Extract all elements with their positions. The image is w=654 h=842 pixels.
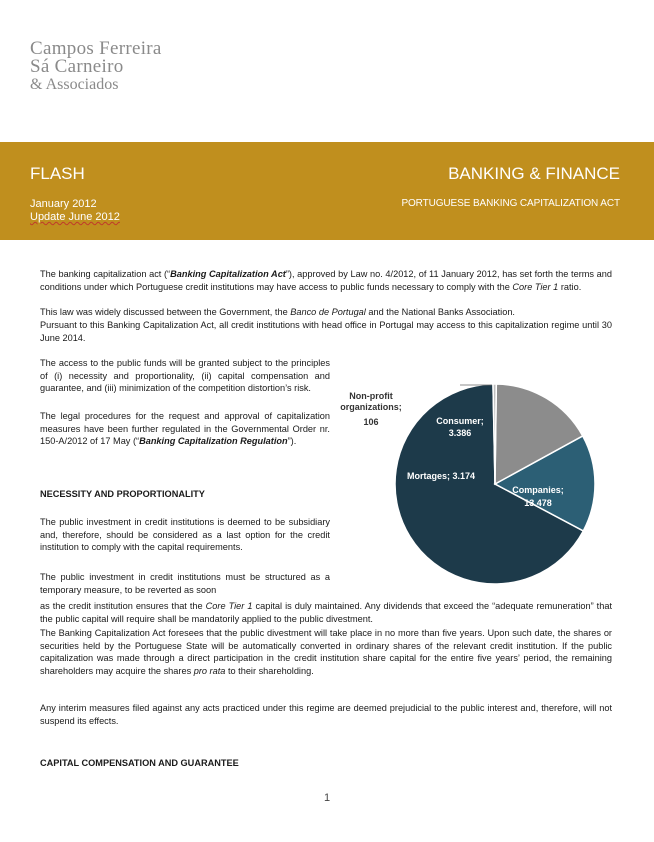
banner-section-title: BANKING & FINANCE bbox=[448, 164, 620, 183]
pie-label-consumer-2: 3.386 bbox=[448, 428, 472, 438]
paragraph-discussion: This law was widely discussed between the Government, the Banco de Portugal and the National Banks Association. bbox=[40, 307, 515, 317]
banner-flash-title: FLASH bbox=[30, 164, 85, 183]
paragraph-temporary-rest: as the credit institution ensures that the Core Tier 1 capital is duly maintained. Any dividends that exceed the “adequate remuneration” that the public capital will require shall be mandatorily applied to the public divestment. bbox=[40, 601, 613, 624]
paragraph-principles: The access to the public funds will be granted subject to the principles of (i) necessity and proportionality, (ii) capital compensation and guarantee, and (iii) minimization of the competition distortion’s risk. bbox=[40, 358, 330, 393]
logo-line-2: Sá Carneiro bbox=[30, 56, 124, 77]
pie-label-nonprofit-2: organizations; bbox=[340, 402, 402, 412]
paragraph-divestment: The Banking Capitalization Act foresees that the public divestment will take place in no more than five years. Upon such date, the shares or securities held by the Portuguese State will be automatically converted in ordinary shares of the relevant credit institution. If the public capitalization was made through a direct participation in the credit institution share capital for the entire five years’ period, the remaining shareholders may acquire the shares pro rata to their shareholding. bbox=[40, 628, 612, 676]
pie-label-consumer-1: Consumer; bbox=[436, 416, 484, 426]
paragraph-interim-measures: Any interim measures filed against any acts practiced under this regime are deemed prejudicial to the public interest and, therefore, will not suspend its effects. bbox=[40, 703, 612, 726]
loan-distribution-pie-chart bbox=[340, 372, 610, 587]
logo-line-1: Campos Ferreira bbox=[30, 38, 162, 59]
banner-update-date bbox=[30, 211, 120, 223]
firm-logo bbox=[30, 40, 162, 94]
paragraph-temporary-start: The public investment in credit institutions must be structured as a temporary measure, to be reverted as soon bbox=[40, 572, 330, 595]
header-banner bbox=[0, 142, 654, 240]
pie-label-mortages: Mortages; 3.174 bbox=[406, 471, 476, 481]
pie-label-nonprofit-3: 106 bbox=[363, 417, 379, 427]
banner-subtitle: PORTUGUESE BANKING CAPITALIZATION ACT bbox=[401, 198, 620, 209]
paragraph-access-deadline: Pursuant to this Banking Capitalization Act, all credit institutions with head office in Portugal may access to this capitalization regime until 30 June 2014. bbox=[40, 320, 612, 343]
paragraph-subsidiary: The public investment in credit institutions is deemed to be subsidiary and, therefore, should be considered as a last option for the credit institution to comply with the capital requirements. bbox=[40, 517, 330, 552]
pie-label-companies-2: 13.478 bbox=[524, 498, 552, 508]
banner-date: January 2012 bbox=[30, 198, 97, 210]
page-number: 1 bbox=[323, 792, 331, 804]
banner-update-text: Update June 2012 bbox=[30, 211, 120, 223]
pie-label-companies-1: Companies; bbox=[512, 485, 564, 495]
paragraph-intro: The banking capitalization act (“Banking Capitalization Act”), approved by Law no. 4/2012, of 11 January 2012, has set forth the terms and conditions under which Portuguese credit institutions may have access to public funds necessary to comply with the Core Tier 1 ratio. bbox=[40, 269, 612, 292]
pie-label-nonprofit-1: Non-profit bbox=[349, 391, 393, 401]
heading-capital-compensation: CAPITAL COMPENSATION AND GUARANTEE bbox=[40, 758, 239, 768]
logo-line-3: & Associados bbox=[30, 76, 119, 93]
heading-necessity: NECESSITY AND PROPORTIONALITY bbox=[40, 489, 205, 499]
paragraph-regulation: The legal procedures for the request and approval of capitalization measures have been further regulated in the Governmental Order nr. 150-A/2012 of 17 May (“Banking Capitalization Regulation”). bbox=[40, 411, 330, 446]
